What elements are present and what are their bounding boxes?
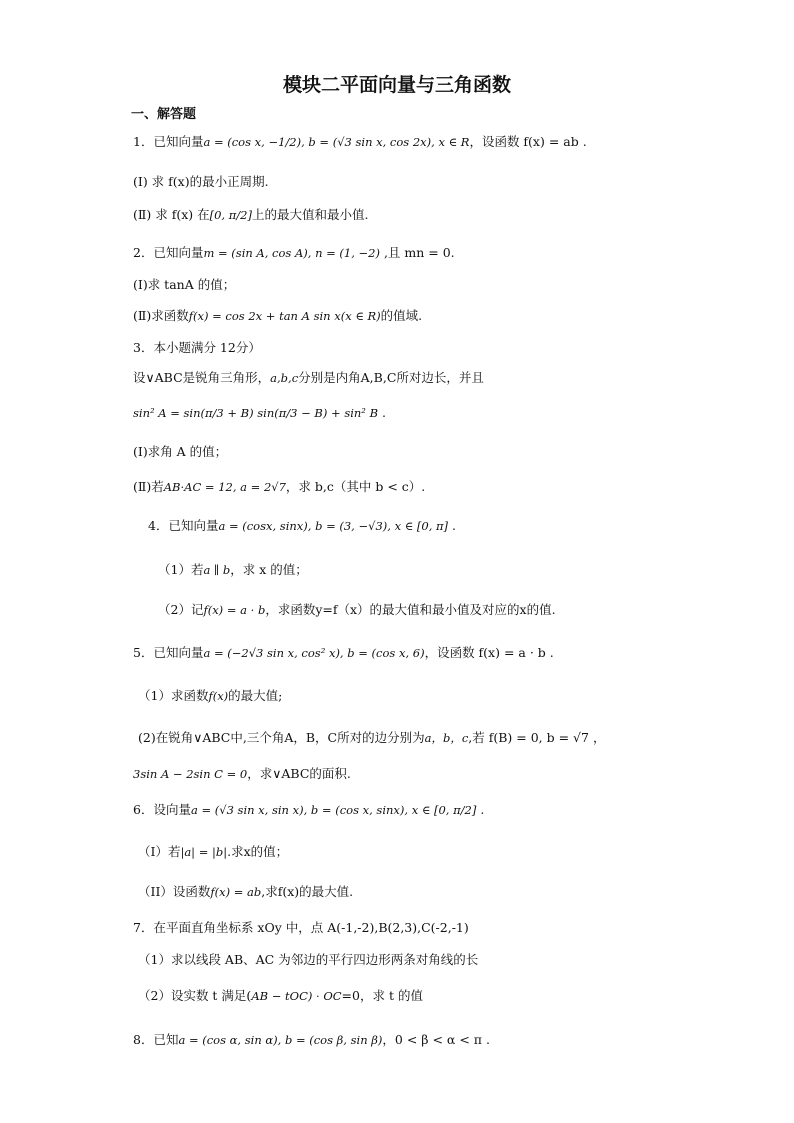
problem-line: （2）记f(x) = a · b，求函数y=f（x）的最大值和最小值及对应的x的值. [158,602,556,617]
problem-line: (Ⅱ) 求 f(x) 在[0, π/2]上的最大值和最小值. [133,207,369,222]
problem-line: 5．已知向量a = (−2√3 sin x, cos² x), b = (cos x, 6)，设函数 f(x) = a · b . [133,645,554,660]
problem-line: 2．已知向量m = (sin A, cos A), n = (1, −2) ,且 mn = 0. [133,245,455,260]
problem-line: 1．已知向量a = (cos x, −1/2), b = (√3 sin x, cos 2x), x ∈ R，设函数 f(x) = ab . [133,134,587,149]
problem-line: （1）求以线段 AB、AC 为邻边的平行四边形两条对角线的长 [138,952,479,967]
problem-line: （II）设函数f(x) = ab,求f(x)的最大值. [138,884,354,899]
problem-line: （1）求函数f(x)的最大值; [138,688,283,703]
problem-line: 3sin A − 2sin C = 0，求∨ABC的面积. [133,766,351,781]
problem-line: 设∨ABC是锐角三角形，a,b,c分别是内角A,B,C所对边长，并且 [133,370,484,385]
problem-line: (Ⅰ)求 tanA 的值； [133,277,236,292]
problem-line: 8．已知a = (cos α, sin α), b = (cos β, sin β)，0 < β < α < π . [133,1032,490,1047]
problem-line: 7．在平面直角坐标系 xOy 中，点 A(-1,-2),B(2,3),C(-2,-1) [133,920,469,935]
problem-line: (Ⅱ)求函数f(x) = cos 2x + tan A sin x(x ∈ R)的值域. [133,308,423,323]
problem-line: (Ⅰ) 求 f(x)的最小正周期. [133,174,269,189]
problem-line: （1）若a ∥ b，求 x 的值； [158,562,308,577]
problem-line: （I）若|a| = |b|.求x的值； [138,844,289,859]
problem-line: （2）设实数 t 满足(AB − tOC) · OC=0，求 t 的值 [138,988,423,1003]
problem-line: (2)在锐角∨ABC中,三个角A，B，C所对的边分别为a，b，c,若 f(B) = 0, b = √7 ， [138,730,606,745]
problem-line: 3．本小题满分 12分） [133,340,261,355]
problem-line: (Ⅰ)求角 A 的值； [133,444,228,459]
problem-line: 6．设向量a = (√3 sin x, sin x), b = (cos x, sinx), x ∈ [0, π/2] . [133,802,485,817]
problem-line: 4．已知向量a = (cosx, sinx), b = (3, −√3), x ∈ [0, π] . [148,518,456,533]
problem-line: (Ⅱ)若AB·AC = 12, a = 2√7，求 b,c（其中 b < c）. [133,479,426,494]
section-heading: 一、解答题 [131,107,197,122]
problem-line: sin² A = sin(π/3 + B) sin(π/3 − B) + sin² B . [133,405,386,420]
document-title: 模块二平面向量与三角函数 [282,74,511,96]
